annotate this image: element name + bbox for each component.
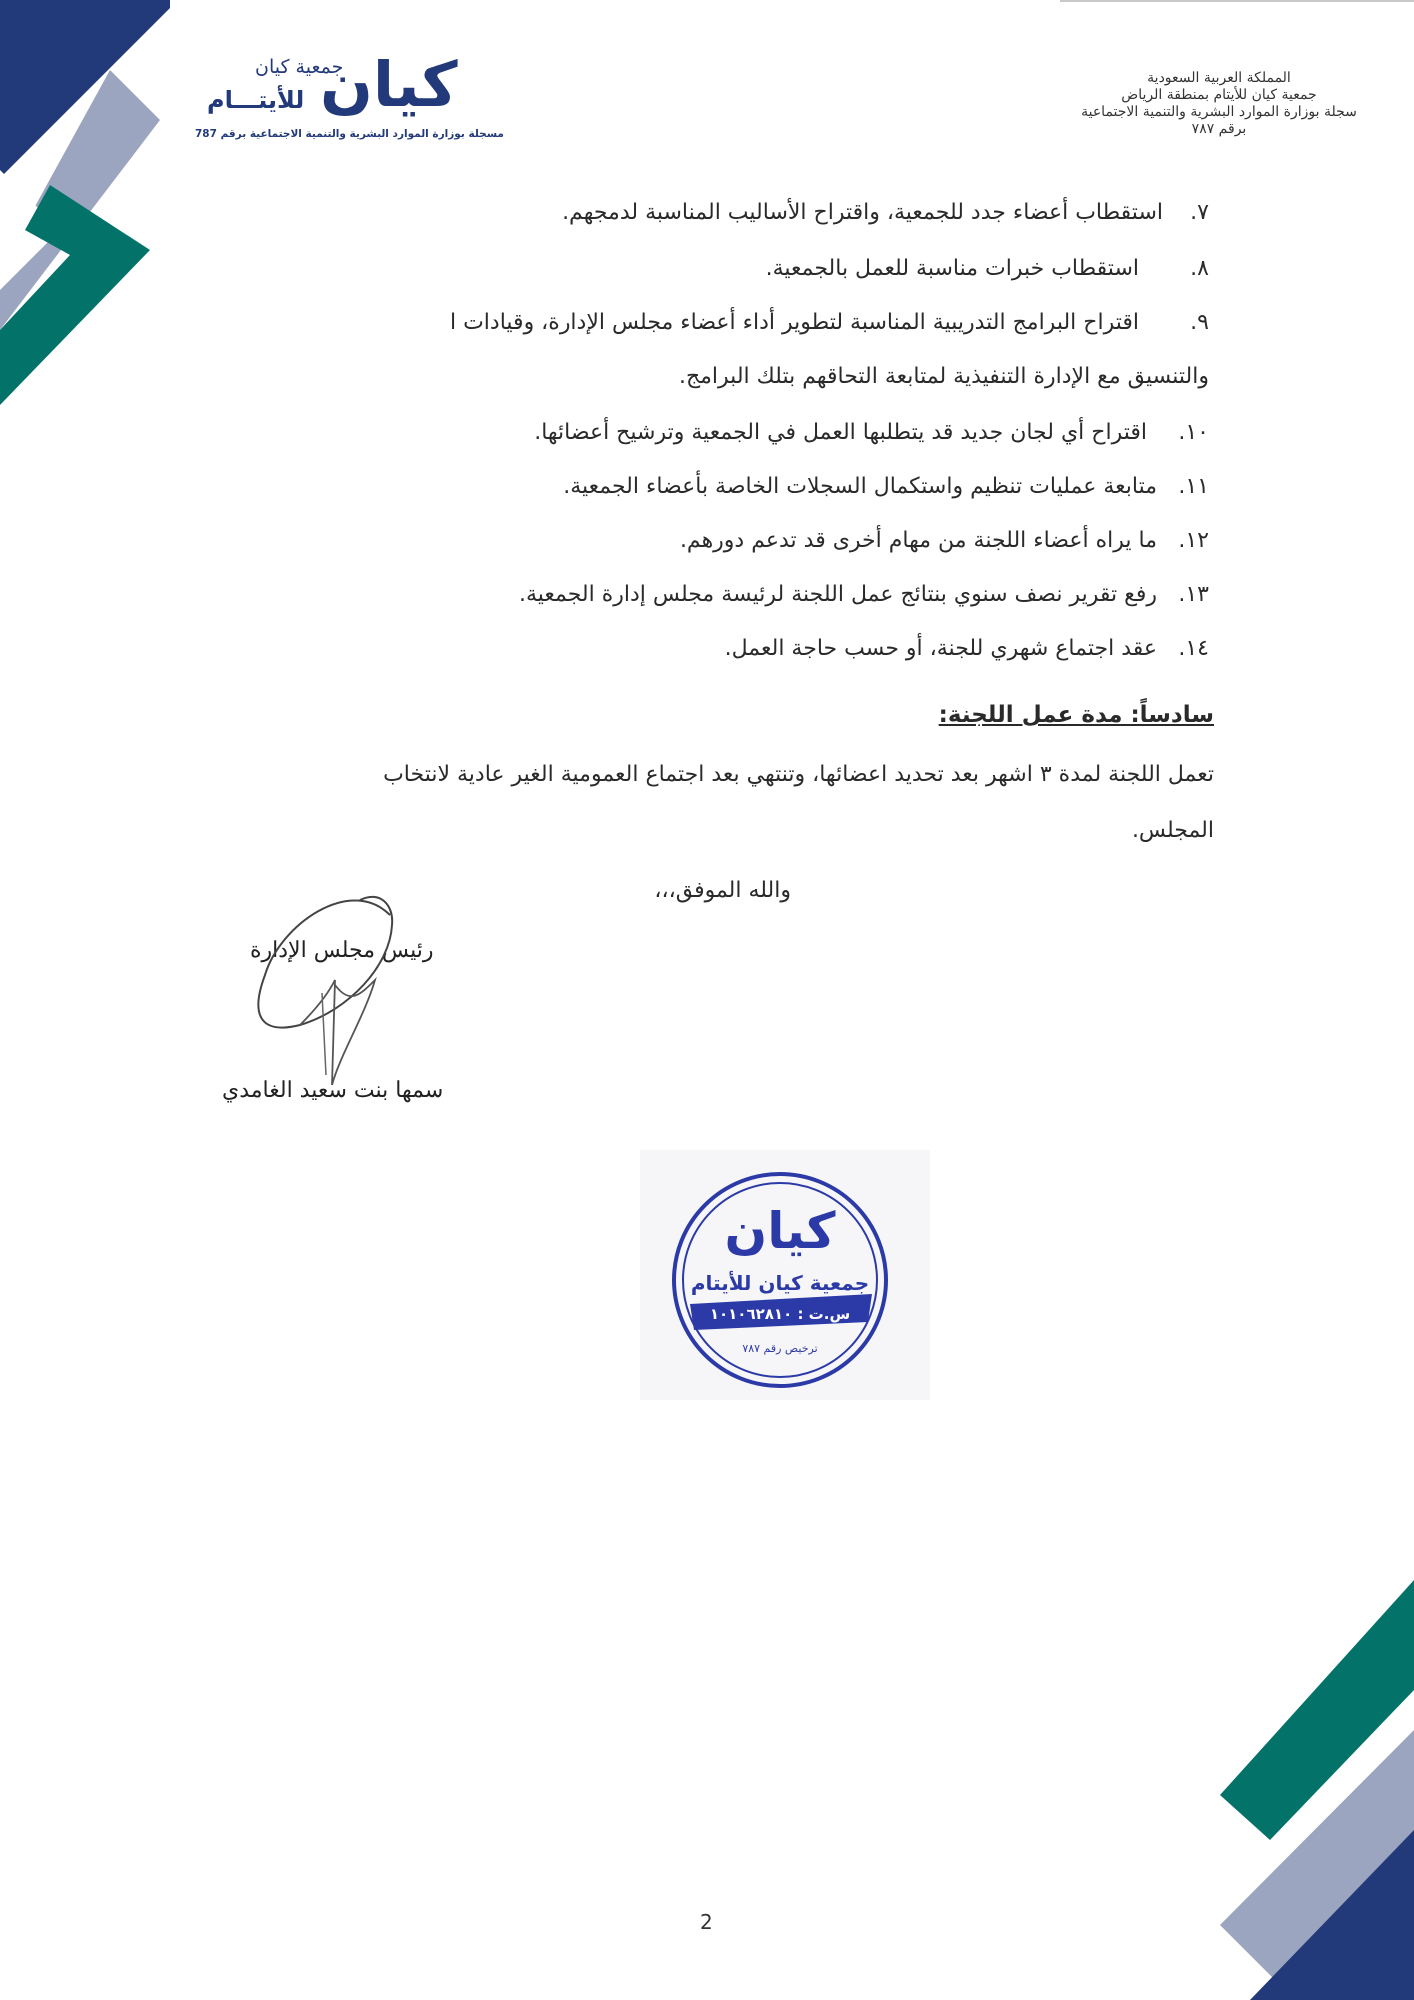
item-number: ١٤.	[1178, 636, 1209, 661]
list-item	[534, 420, 1209, 445]
item-number: ١١.	[1178, 474, 1209, 499]
list-item	[450, 310, 1209, 335]
section-paragraph-line2: المجلس.	[1131, 818, 1214, 843]
logo-mark: كيان	[320, 48, 458, 121]
list-item	[679, 364, 1209, 389]
list-item	[562, 200, 1209, 225]
item-number: ٧.	[1190, 200, 1209, 225]
list-item	[519, 582, 1209, 607]
signatory-title: رئيس مجلس الإدارة	[250, 938, 434, 963]
official-stamp	[668, 1170, 893, 1390]
item-text: ما يراه أعضاء اللجنة من مهام أخرى قد تدعم دورهم.	[679, 528, 1157, 553]
list-item	[563, 474, 1209, 499]
letterhead-line2: جمعية كيان للأيتام بمنطقة الرياض	[1121, 87, 1317, 103]
item-number: ٩.	[1190, 310, 1209, 335]
list-item	[680, 528, 1209, 553]
letterhead-line1: المملكة العربية السعودية	[1147, 70, 1291, 86]
item-text: عقد اجتماع شهري للجنة، أو حسب حاجة العمل.	[724, 636, 1157, 661]
stamp-cr-number: س.ت : ١٠١٠٦٢٨١٠	[709, 1305, 851, 1323]
stamp-mark: كيان	[724, 1202, 836, 1260]
item-number: ١٠.	[1178, 420, 1209, 445]
top-left-decoration	[0, 0, 170, 420]
stamp-license: ترخيص رقم ٧٨٧	[742, 1342, 818, 1355]
item-text: اقتراح أي لجان جديد قد يتطلبها العمل في الجمعية وترشيح أعضائها.	[534, 420, 1147, 445]
page-number: 2	[700, 1910, 713, 1934]
letterhead-line3: سجلة بوزارة الموارد البشرية والتنمية الاجتماعية	[1081, 104, 1357, 120]
item-number: ١٣.	[1178, 582, 1209, 607]
signatory-name: سمها بنت سعيد الغامدي	[222, 1078, 444, 1103]
item-number: ٨.	[1190, 256, 1209, 281]
section-paragraph-line1: تعمل اللجنة لمدة ٣ اشهر بعد تحديد اعضائها، وتنتهي بعد اجتماع العمومية الغير عادية لانتخاب	[383, 762, 1214, 787]
stamp-name: جمعية كيان للأيتام	[690, 1271, 870, 1295]
logo-name-line1: جمعية كيان	[255, 56, 344, 78]
item-text: استقطاب خبرات مناسبة للعمل بالجمعية.	[765, 256, 1139, 281]
item-text: استقطاب أعضاء جدد للجمعية، واقتراح الأساليب المناسبة لدمجهم.	[562, 200, 1163, 225]
bottom-right-decoration	[1180, 1580, 1414, 2000]
logo-registration: مسجلة بوزارة الموارد البشرية والتنمية الاجتماعية برقم 787	[195, 128, 504, 140]
closing-phrase: والله الموفق،،،	[654, 878, 791, 903]
list-item	[725, 636, 1209, 661]
item-text: متابعة عمليات تنظيم واستكمال السجلات الخاصة بأعضاء الجمعية.	[563, 474, 1157, 499]
item-number: ١٢.	[1178, 528, 1209, 553]
handwritten-signature	[240, 885, 420, 1095]
letterhead-line4: برقم ٧٨٧	[1191, 121, 1247, 137]
item-text: اقتراح البرامج التدريبية المناسبة لتطوير أداء أعضاء مجلس الإدارة، وقيادات ا	[449, 310, 1139, 335]
list-item	[766, 256, 1209, 281]
item-text: والتنسيق مع الإدارة التنفيذية لمتابعة التحاقهم بتلك البرامج.	[678, 364, 1209, 389]
item-text: رفع تقرير نصف سنوي بنتائج عمل اللجنة لرئيسة مجلس إدارة الجمعية.	[518, 582, 1157, 607]
section-title: سادساً: مدة عمل اللجنة:	[938, 702, 1214, 728]
logo-name-line2: للأيتـــام	[207, 86, 305, 114]
